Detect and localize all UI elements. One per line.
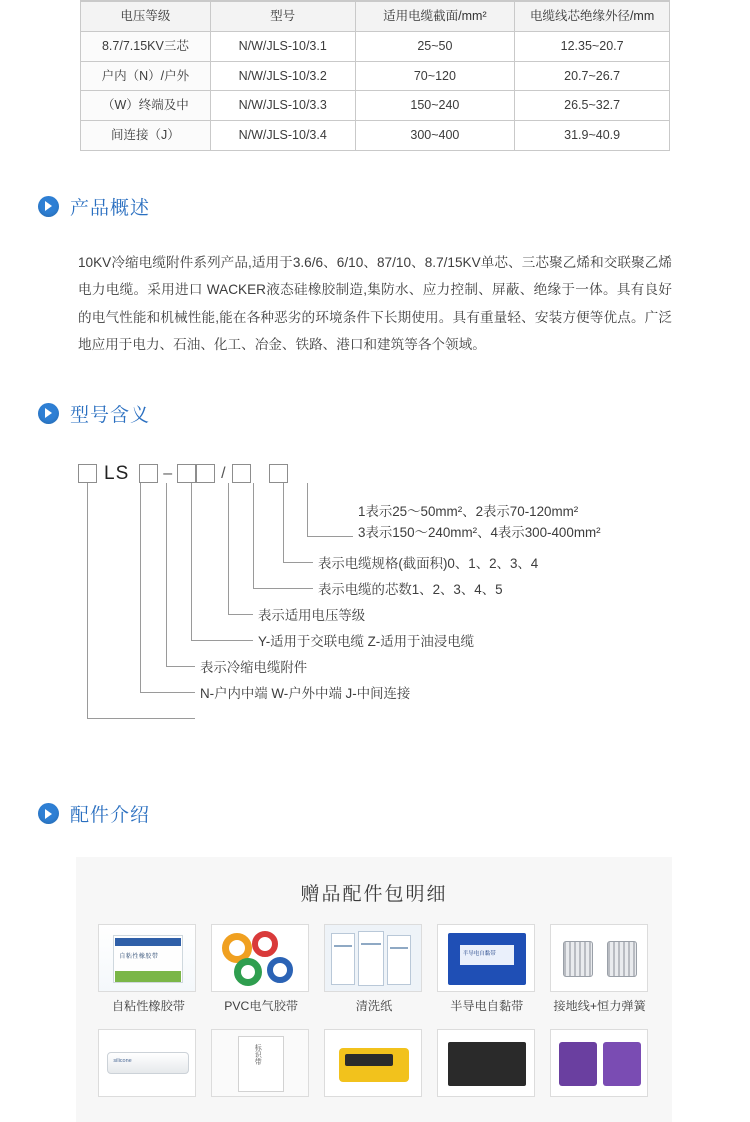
accessory-item[interactable]: [550, 1029, 650, 1104]
accessory-item[interactable]: [98, 924, 198, 1015]
table-header-diameter: 电缆线芯绝缘外径/mm: [515, 2, 670, 32]
table-cell-section: 70~120: [355, 61, 515, 91]
code-box-1: [78, 464, 97, 483]
table-cell-model: N/W/JLS-10/3.2: [210, 61, 355, 91]
accessory-thumbnail-semiconductive-tape: 半导电自黏带: [437, 924, 535, 992]
section-header-model: [38, 384, 750, 443]
accessory-item[interactable]: [211, 1029, 311, 1104]
accessory-thumbnail-label-strip: 标识带: [211, 1029, 309, 1097]
accessory-item[interactable]: [550, 924, 650, 1015]
code-box-6: [269, 464, 288, 483]
table-cell-voltage-label-4: 间连接（J）: [81, 121, 211, 151]
model-label-text-1: 1表示25～50mm²、2表示70-120mm²: [358, 503, 579, 519]
accessory-caption: 接地线+恒力弹簧: [553, 999, 646, 1014]
section-header-overview: [38, 177, 750, 236]
accessory-item[interactable]: [437, 924, 537, 1015]
table-cell-voltage-label-2: 户内（N）/户外: [81, 61, 211, 91]
accessory-item[interactable]: [324, 924, 424, 1015]
accessory-item[interactable]: [324, 1029, 424, 1104]
section-title-parts: 配件介绍: [70, 805, 151, 827]
table-cell-voltage-label-3: （W）终端及中: [81, 91, 211, 121]
table-row: [81, 91, 670, 121]
model-label-coldshrink: 表示冷缩电缆附件: [200, 659, 308, 675]
table-cell-model: N/W/JLS-10/3.3: [210, 91, 355, 121]
spec-table: [80, 1, 670, 151]
table-cell-section: 150~240: [355, 91, 515, 121]
accessory-caption: PVC电气胶带: [224, 999, 299, 1014]
accessories-panel-title: 赠品配件包明细: [300, 884, 448, 906]
table-cell-model: N/W/JLS-10/3.4: [210, 121, 355, 151]
model-label-section-1: [358, 501, 601, 544]
model-label-nwj: N-户内中端 W-户外中端 J-中间连接: [200, 685, 411, 701]
accessory-caption: 半导电自黏带: [450, 999, 524, 1014]
model-meaning-diagram: [78, 457, 678, 777]
accessory-thumbnail-pvc-tape: [211, 924, 309, 992]
code-slash: /: [221, 464, 226, 482]
table-cell-diameter: 31.9~40.9: [515, 121, 670, 151]
table-header-voltage: 电压等级: [81, 2, 211, 32]
table-row: [81, 121, 670, 151]
accessory-thumbnail-purple-gloves: [550, 1029, 648, 1097]
table-cell-diameter: 26.5~32.7: [515, 91, 670, 121]
model-label-spec: 表示电缆规格(截面积)0、1、2、3、4: [318, 555, 539, 571]
model-label-voltage: 表示适用电压等级: [258, 607, 366, 623]
model-code-boxes: [78, 457, 288, 483]
leader-line-5: [228, 483, 253, 615]
accessories-panel: [76, 857, 672, 1122]
table-row: [81, 31, 670, 61]
section-title-overview: 产品概述: [70, 197, 151, 219]
table-cell-model: N/W/JLS-10/3.1: [210, 31, 355, 61]
accessory-caption: 清洗纸: [355, 999, 393, 1014]
accessory-item[interactable]: [437, 1029, 537, 1104]
overview-paragraph: 10KV冷缩电缆附件系列产品,适用于3.6/6、6/10、87/10、8.7/15KV单芯、三芯聚乙烯和交联聚乙烯电力电缆。采用进口 WACKER液态硅橡胶制造,集防水、应力控制、屏蔽、绝缘于一体。具有良好的电气性能和机械性能,能在各种恶劣的环境条件下长期使用。具有重量轻、安装方便等优点。广泛地应用于电力、石油、化工、冶金、铁路、港口和建筑等各个领域。: [78, 255, 672, 352]
leader-line-8: [307, 483, 353, 537]
code-box-5: [232, 464, 251, 483]
model-label-text-2: 3表示150～240mm²、4表示300-400mm²: [358, 525, 601, 540]
table-cell-section: 25~50: [355, 31, 515, 61]
table-cell-diameter: 20.7~26.7: [515, 61, 670, 91]
code-box-4: [196, 464, 215, 483]
arrow-right-icon: [38, 803, 59, 824]
accessory-thumbnail-yellow-tool: [324, 1029, 422, 1097]
code-box-2: [139, 464, 158, 483]
table-header-model: 型号: [210, 2, 355, 32]
code-box-3: [177, 464, 196, 483]
accessory-item[interactable]: [98, 1029, 198, 1104]
table-cell-voltage-label-1: 8.7/7.15KV三芯: [81, 31, 211, 61]
model-label-cores: 表示电缆的芯数1、2、3、4、5: [318, 581, 503, 597]
accessories-grid: [76, 924, 672, 1104]
accessory-caption: 自粘性橡胶带: [111, 999, 185, 1014]
spec-table-wrapper: [80, 0, 670, 151]
table-cell-diameter: 12.35~20.7: [515, 31, 670, 61]
model-label-yz: Y-适用于交联电缆 Z-适用于油浸电缆: [258, 633, 474, 649]
code-text-ls: LS: [104, 462, 130, 484]
table-cell-section: 300~400: [355, 121, 515, 151]
table-header-row: [81, 2, 670, 32]
accessory-thumbnail-self-adhesive-rubber-tape: 自粘性橡胶带: [98, 924, 196, 992]
section-title-model: 型号含义: [70, 404, 151, 426]
accessory-thumbnail-black-cloth: [437, 1029, 535, 1097]
accessory-thumbnail-tube: silicone: [98, 1029, 196, 1097]
arrow-right-icon: [38, 403, 59, 424]
section-header-parts: [38, 785, 750, 844]
accessory-item[interactable]: [211, 924, 311, 1015]
accessory-thumbnail-cleaning-wipes: [324, 924, 422, 992]
accessory-thumbnail-ground-wire-spring: [550, 924, 648, 992]
table-row: [81, 61, 670, 91]
table-header-section: 适用电缆截面/mm²: [355, 2, 515, 32]
arrow-right-icon: [38, 196, 59, 217]
code-dash: –: [163, 464, 173, 482]
